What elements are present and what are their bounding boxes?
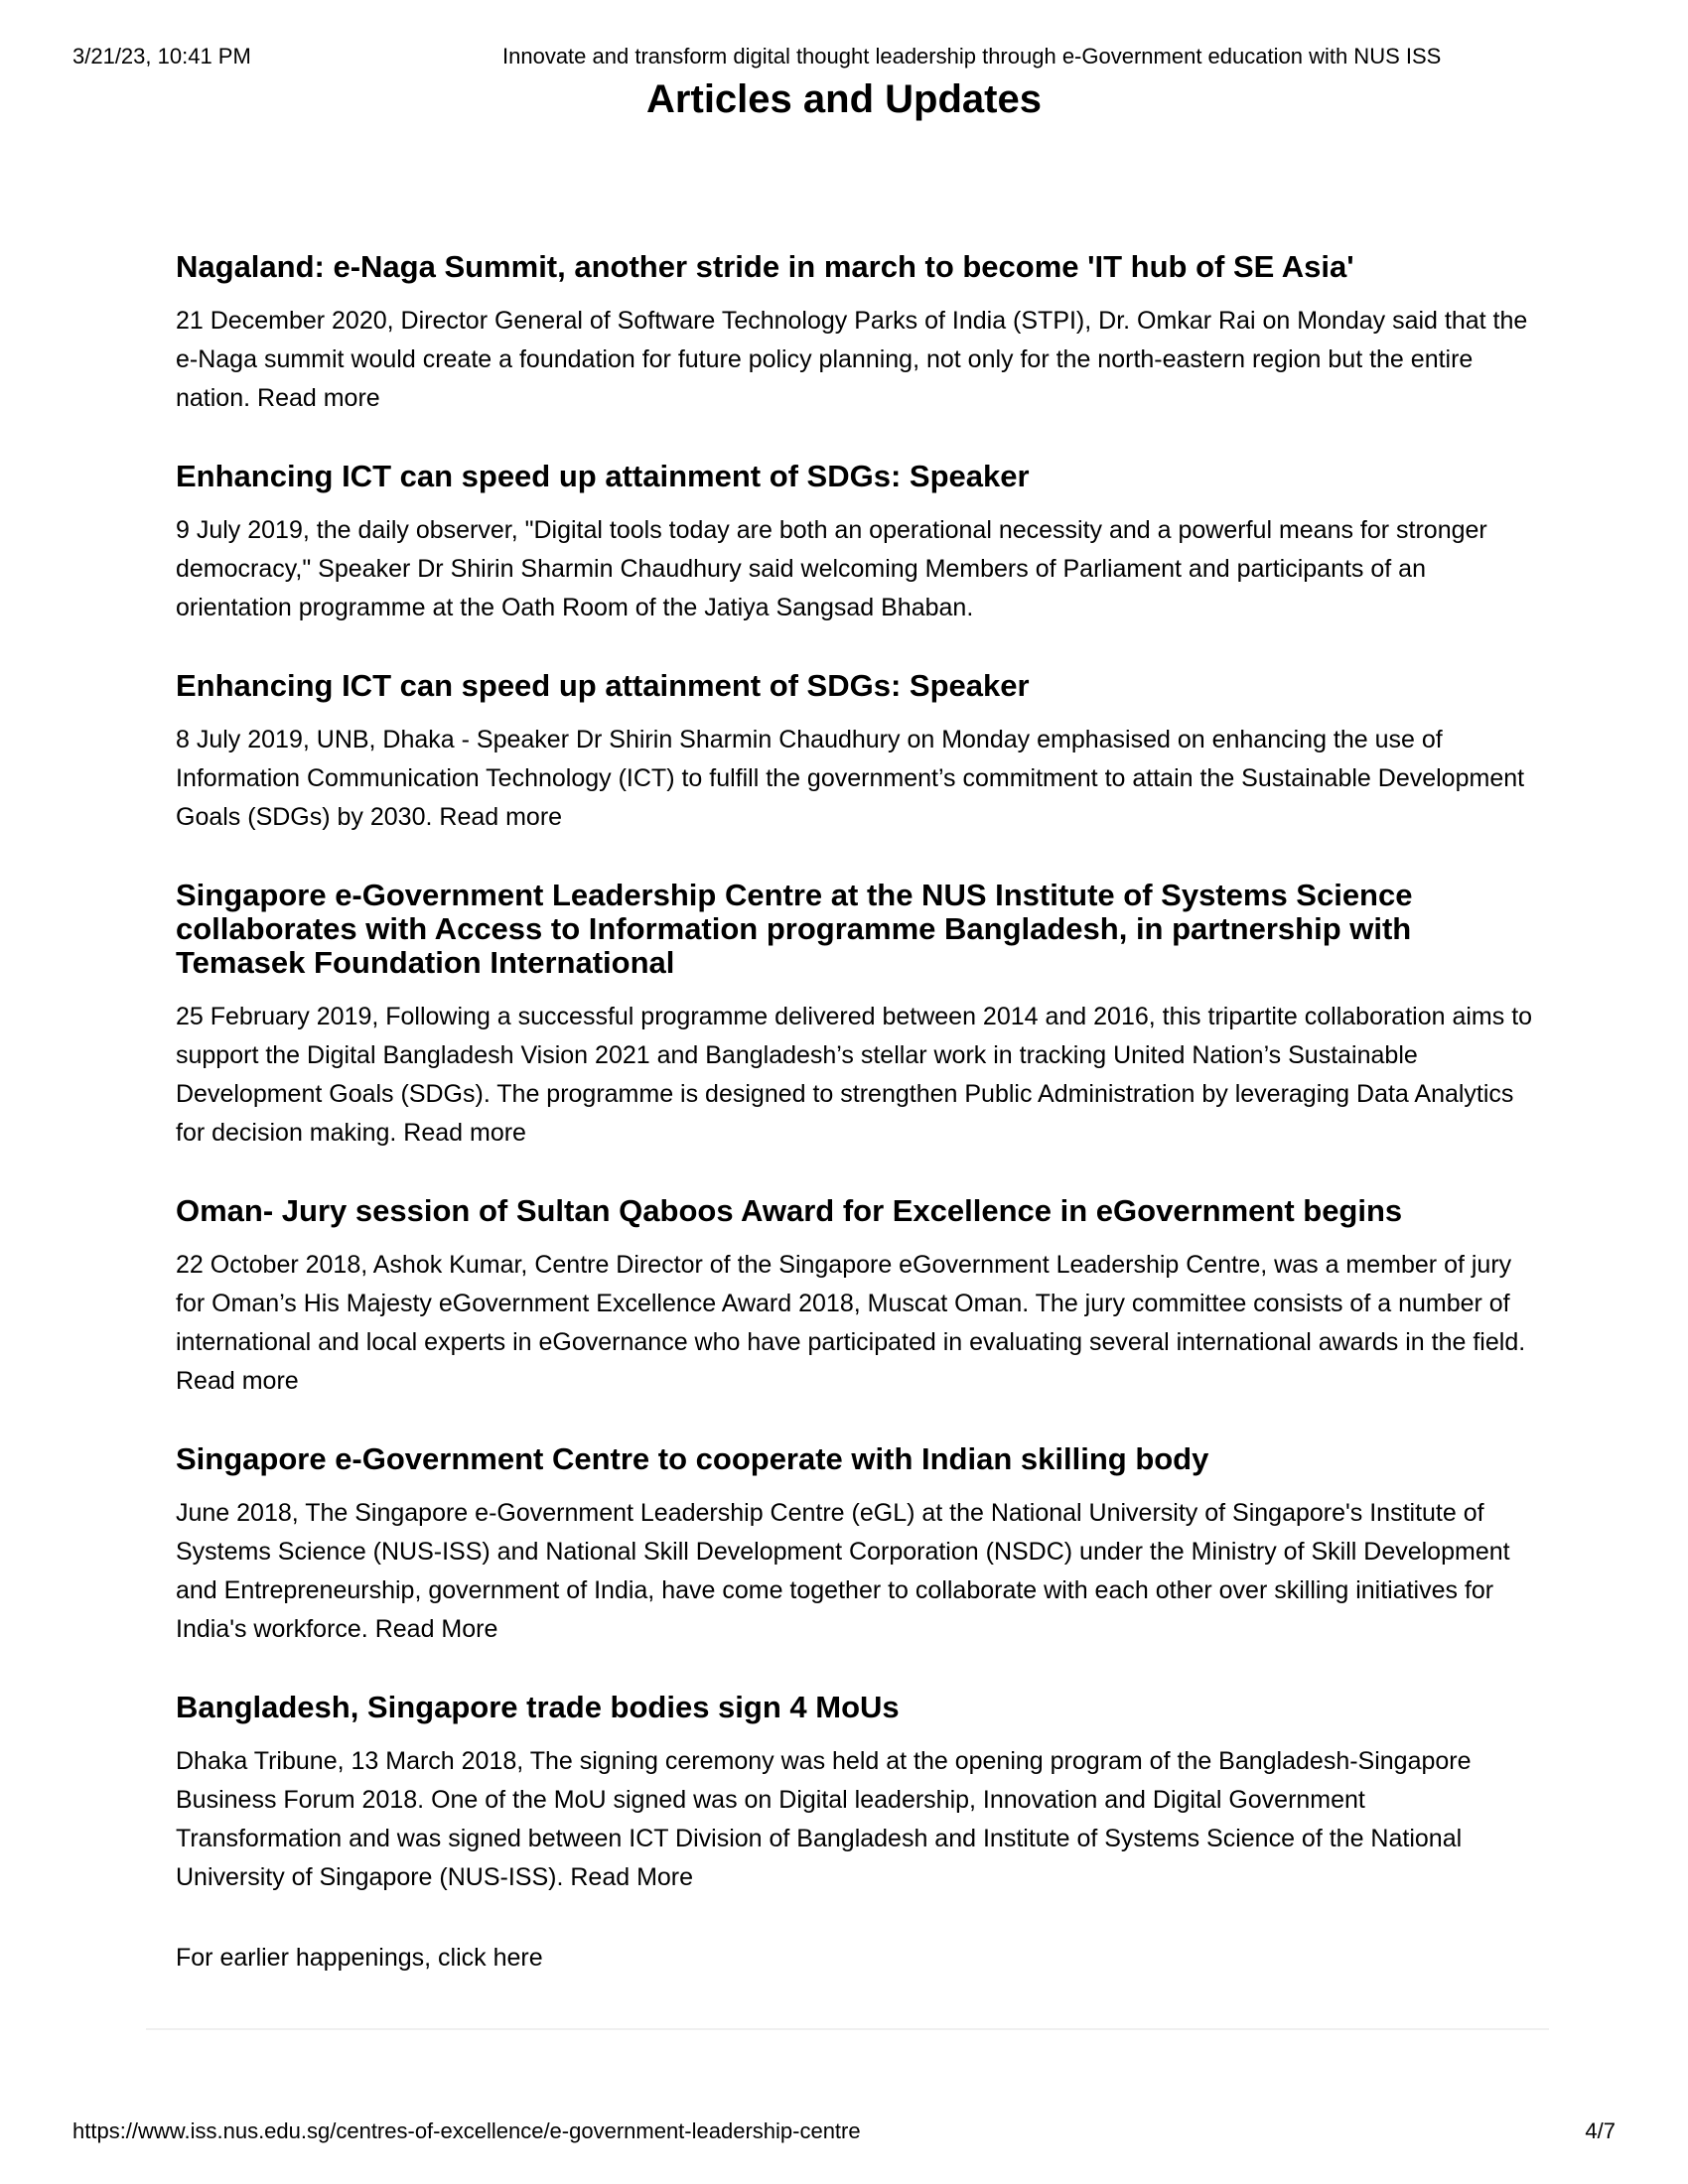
article-body [176,1742,1536,1897]
print-document-title: Innovate and transform digital thought leadership through e-Government education with NUS ISS [502,44,1442,68]
print-header [72,42,1616,71]
article-summary: June 2018, The Singapore e-Government Leadership Centre (eGL) at the National University of Singapore's Institute of Systems Science (NUS-ISS) and National Skill Development Corporation (NSDC) under the Ministry of Skill Development and Entrepreneurship, government of India, have come together to collaborate with each other over skilling initiatives for India's workforce. [176,1499,1510,1643]
read-more-link[interactable]: Read More [374,1615,498,1643]
article-summary: 25 February 2019, Following a successful programme delivered between 2014 and 2016, this tripartite collaboration aims to support the Digital Bangladesh Vision 2021 and Bangladesh’s stellar work in tracking United Nation’s Sustainable Development Goals (SDGs). The programme is designed to strengthen Public Administration by leveraging Data Analytics for decision making. [176,1003,1533,1147]
read-more-link[interactable]: Read more [403,1119,526,1147]
article-body [176,998,1536,1153]
article-title: Bangladesh, Singapore trade bodies sign 4 MoUs [176,1690,900,1724]
print-page-url: https://www.iss.nus.edu.sg/centres-of-excellence/e-government-leadership-centre [72,2118,861,2143]
articles-list [176,250,1536,1978]
article-title: Nagaland: e-Naga Summit, another stride in march to become 'IT hub of SE Asia' [176,249,1354,284]
article-item [176,460,1536,627]
earlier-happenings [176,1939,1536,1978]
article-item [176,1194,1536,1401]
article-title: Oman- Jury session of Sultan Qaboos Award for Excellence in eGovernment begins [176,1193,1403,1228]
article-title: Singapore e-Government Centre to cooperate with Indian skilling body [176,1441,1209,1476]
article-item [176,879,1536,1153]
read-more-link[interactable]: Read more [176,1367,299,1395]
content-divider [146,2028,1549,2030]
read-more-link[interactable]: Read more [257,384,380,412]
print-page-number: 4/7 [1585,2118,1616,2143]
article-item [176,1691,1536,1897]
article-item [176,250,1536,418]
article-body [176,1246,1536,1401]
article-summary: 22 October 2018, Ashok Kumar, Centre Director of the Singapore eGovernment Leadership Centre, was a member of jury for Oman’s His Majesty eGovernment Excellence Award 2018, Muscat Oman. The jury committee consists of a number of international and local experts in eGovernance who have participated in evaluating several international awards in the field. [176,1251,1526,1356]
read-more-link[interactable]: Read more [439,803,563,831]
article-item [176,1442,1536,1649]
article-title: Enhancing ICT can speed up attainment of SDGs: Speaker [176,668,1030,703]
print-datetime: 3/21/23, 10:41 PM [72,44,251,68]
article-body [176,302,1536,418]
article-body [176,1494,1536,1649]
read-more-link[interactable]: Read More [570,1863,694,1891]
article-summary: Dhaka Tribune, 13 March 2018, The signing ceremony was held at the opening program of the Bangladesh-Singapore Business Forum 2018. One of the MoU signed was on Digital leadership, Innovation and Digital Government Transformation and was signed between ICT Division of Bangladesh and Institute of Systems Science of the National University of Singapore (NUS-ISS). [176,1747,1472,1891]
article-summary: 9 July 2019, the daily observer, "Digital tools today are both an operational necessity and a powerful means for stronger democracy," Speaker Dr Shirin Sharmin Chaudhury said welcoming Members of Parliament and participants of an orientation programme at the Oath Room of the Jatiya Sangsad Bhaban. [176,516,1487,621]
earlier-happenings-link[interactable]: click here [438,1944,543,1972]
article-item [176,669,1536,837]
earlier-happenings-text: For earlier happenings, [176,1944,432,1972]
article-summary: 8 July 2019, UNB, Dhaka - Speaker Dr Shirin Sharmin Chaudhury on Monday emphasised on enhancing the use of Information Communication Technology (ICT) to fulfill the government’s commitment to attain the Sustainable Development Goals (SDGs) by 2030. [176,726,1525,831]
article-title: Singapore e-Government Leadership Centre at the NUS Institute of Systems Science collaborates with Access to Information programme Bangladesh, in partnership with Temasek Foundation International [176,878,1413,980]
print-footer [72,2116,1616,2146]
article-title: Enhancing ICT can speed up attainment of SDGs: Speaker [176,459,1030,493]
article-body [176,511,1536,627]
page-title: Articles and Updates [646,77,1042,121]
article-summary: 21 December 2020, Director General of Software Technology Parks of India (STPI), Dr. Omkar Rai on Monday said that the e-Naga summit would create a foundation for future policy planning, not only for the north-eastern region but the entire nation. [176,307,1528,412]
article-body [176,721,1536,837]
